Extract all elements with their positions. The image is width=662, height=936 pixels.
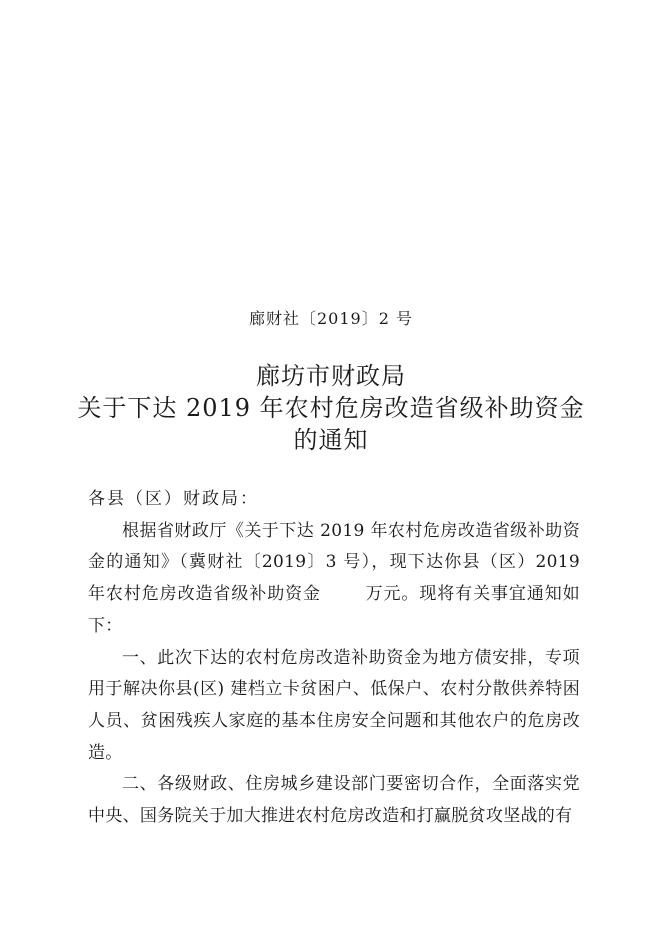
- document-title: [60, 360, 602, 456]
- paragraph-intro-part-b: 万元。现将有关事宜通知如下：: [88, 584, 580, 636]
- paragraph-item-2: 二、各级财政、住房城乡建设部门要密切合作，全面落实党中央、国务院关于加大推进农村危房改造和打赢脱贫攻坚战的有: [88, 774, 580, 827]
- title-line-issuer: 廊坊市财政局: [256, 362, 406, 390]
- paragraph-item-1: 一、此次下达的农村危房改造补助资金为地方债安排，专项用于解决你县(区) 建档立卡贫困户、低保户、农村分散供养特困人员、贫困残疾人家庭的基本住房安全问题和其他农户的危房改造。: [88, 647, 580, 763]
- paragraph-intro-part-a: 根据省财政厅《关于下达 2019 年农村危房改造省级补助资金的通知》（冀财社〔2019〕3 号），现下达你县（区）2019 年农村危房改造省级补助资金: [88, 520, 580, 605]
- title-line-subject: 关于下达 2019 年农村危房改造省级补助资金: [77, 394, 585, 422]
- title-line-notice: 的通知: [293, 426, 369, 454]
- paragraph-intro: [88, 516, 580, 643]
- salutation: 各县（区）财政局：: [88, 489, 259, 509]
- document-number: 廊财社〔2019〕2 号: [249, 309, 413, 328]
- document-body: [88, 484, 580, 833]
